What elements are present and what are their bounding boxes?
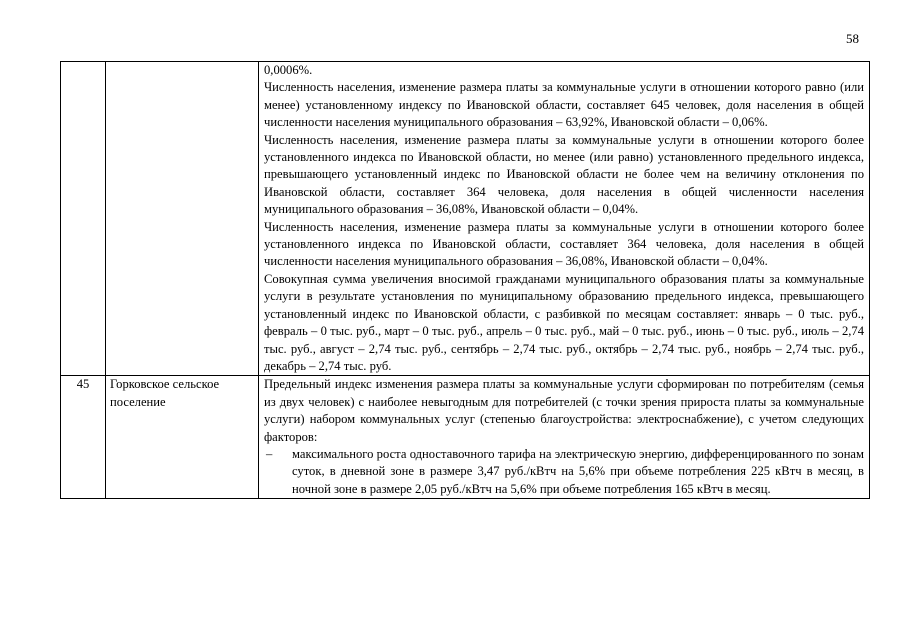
paragraph: Численность населения, изменение размера платы за коммунальные услуги в отношении которого более установленного индекса по Ивановской области, но менее (или равно) установленного предельного индекса, превышающего установленный индекс по Ивановской области не более чем на величину отклонения по Ивановской области, составляет 364 человека, доля населения в общей численности населения муниципального образования – 36,08%, Ивановской области – 0,04%.: [264, 132, 864, 217]
document-table: [60, 61, 870, 499]
paragraph: Численность населения, изменение размера платы за коммунальные услуги в отношении которого более установленного индекса по Ивановской области, составляет 364 человека, доля населения в общей численности населения муниципального образования – 36,08%, Ивановской области – 0,04%.: [264, 219, 864, 269]
paragraph: Численность населения, изменение размера платы за коммунальные услуги в отношении которого равно (или менее) установленному индексу по Ивановской области, составляет 645 человек, доля населения в общей численности населения муниципального образования – 63,92%, Ивановской области – 0,06%.: [264, 80, 864, 130]
municipality-name-cell: Горковское сельское поселение: [106, 376, 259, 499]
paragraph: Предельный индекс изменения размера платы за коммунальные услуги сформирован по потребителям (семья из двух человек) с наиболее невыгодным для потребителей (с точки зрения прироста платы за коммунальные услуги) набором коммунальных услуг (степенью благоустройства: электроснабжение), с учетом следующих факторов:: [264, 377, 864, 444]
municipality-name-cell: [106, 62, 259, 376]
page-number: 58: [846, 31, 859, 46]
paragraph: 0,0006%.: [264, 63, 313, 77]
bullet-text: максимального роста одноставочного тарифа на электрическую энергию, дифференцированного по зонам суток, в дневной зоне в размере 3,47 руб./кВтч на 5,6% при объеме потребления 225 кВтч в месяц, в ночной зоне в размере 2,05 руб./кВтч на 5,6% при объеме потребления 165 кВтч в месяц.: [292, 446, 864, 496]
table-row: [61, 62, 870, 376]
row-number-cell: 45: [61, 376, 106, 499]
paragraph: Совокупная сумма увеличения вносимой гражданами муниципального образования платы за коммунальные услуги в результате установления по муниципальному образованию предельного индекса, превышающего установленный индекс по Ивановской области, с разбивкой по месяцам составляет: январь – 0 тыс. руб., февраль – 0 тыс. руб., март – 0 тыс. руб., апрель – 0 тыс. руб., май – 0 тыс. руб., июнь – 0 тыс. руб., июль – 2,74 тыс. руб., август – 2,74 тыс. руб., сентябрь – 2,74 тыс. руб., октябрь – 2,74 тыс. руб., ноябрь – 2,74 тыс. руб., декабрь – 2,74 тыс. руб.: [264, 271, 864, 373]
description-cell: [259, 376, 870, 499]
dash-marker: –: [266, 446, 273, 461]
description-cell: [259, 62, 870, 376]
table-row: [61, 376, 870, 499]
row-number-cell: [61, 62, 106, 376]
bullet-item: [264, 446, 864, 498]
